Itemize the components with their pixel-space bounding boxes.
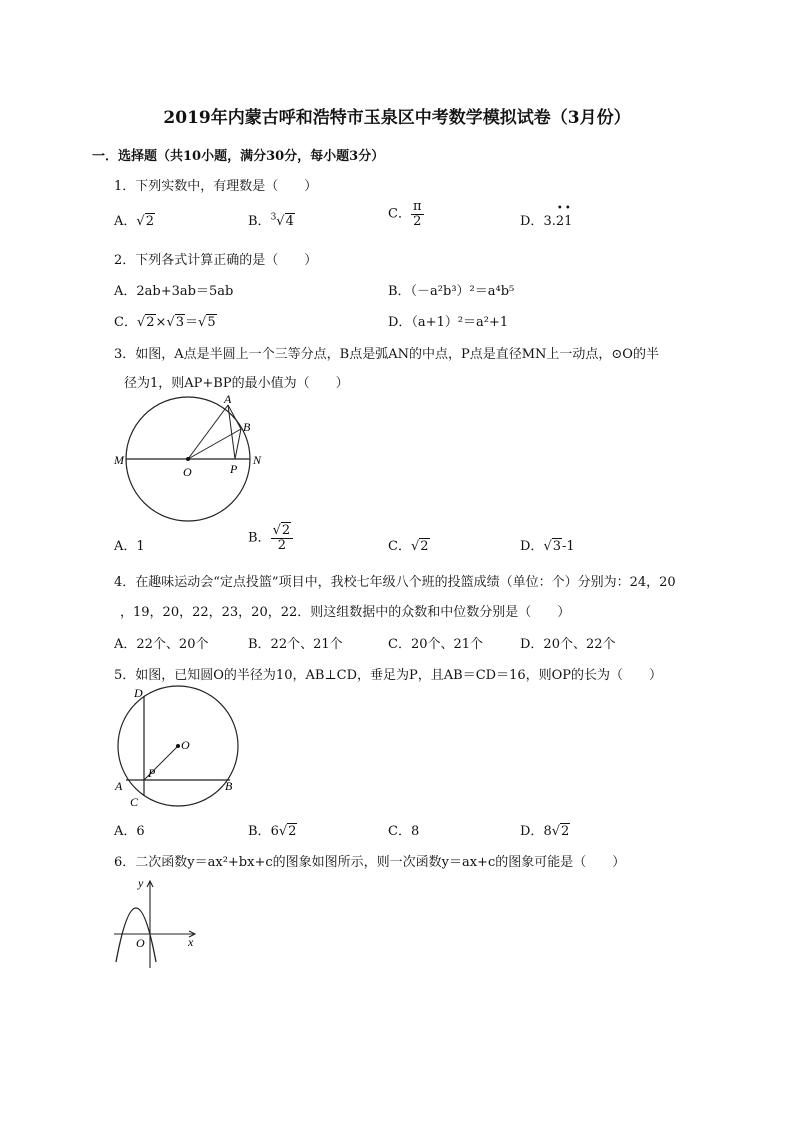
denominator: 2 [413, 213, 422, 229]
sqrt: √2 [136, 315, 155, 330]
q6-stem: 6．二次函数y＝ax²+bx+c的图象如图所示，则一次函数y＝ax+c的图象可能是（ ） [114, 855, 626, 870]
repeating-digits [555, 203, 573, 229]
exam-title: 2019年内蒙古呼和浩特市玉泉区中考数学模拟试卷（3月份） [163, 108, 631, 128]
label-n: N [253, 453, 262, 467]
label-c: C [130, 795, 139, 809]
repeat-text: 21 [555, 214, 573, 229]
section-heading: 一．选择题（共10小题，满分30分，每小题3分） [92, 149, 385, 164]
q4-stem-line1: 4．在趣味运动会“定点投篮”项目中，我校七年级八个班的投篮成绩（单位：个）分别为：24，20 [114, 575, 676, 590]
cube-root: √4 [276, 214, 294, 229]
fraction [411, 200, 424, 228]
q3-circle-figure [110, 392, 270, 527]
q3-option-d [520, 535, 575, 554]
q1-a-label: A． [114, 214, 137, 229]
sqrt: √2 [551, 824, 570, 839]
q4-option-a: A．22个、20个 [114, 637, 209, 652]
sqrt: √2 [272, 523, 291, 538]
q1-d-label: D． [520, 214, 544, 229]
radicand: 3 [552, 539, 562, 554]
q5-circle-figure [110, 684, 245, 814]
radicand: 2 [288, 824, 297, 839]
q4-option-c: C．20个、21个 [388, 637, 484, 652]
label-x: x [188, 935, 194, 949]
q5-stem: 5．如图，已知圆O的半径为10，AB⊥CD，垂足为P，且AB＝CD＝16，则OP的长为（ ） [114, 668, 663, 683]
radicand: 2 [561, 824, 570, 839]
q3-option-b [248, 524, 293, 552]
label-o: O [183, 465, 192, 479]
label-y: y [138, 876, 144, 890]
label-m: M [114, 453, 124, 467]
q4-stem-line2: ，19，20，22，23，20，22．则这组数据中的众数和中位数分别是（ ） [120, 605, 571, 620]
radicand: 2 [145, 214, 154, 229]
q2-stem: 2．下列各式计算正确的是（ ） [114, 253, 318, 268]
sqrt: √3 [543, 539, 562, 554]
q5-option-a: A．6 [114, 824, 145, 839]
label-d: D [134, 686, 143, 700]
numerator: π [412, 199, 422, 214]
q1-stem: 1．下列实数中，有理数是（ ） [114, 179, 318, 194]
q3-c-label: C． [388, 539, 411, 554]
label-a: A [115, 779, 123, 793]
radicand: 2 [146, 315, 155, 330]
segment-bp [235, 429, 241, 459]
radicand: 2 [281, 523, 291, 538]
q4-option-d: D．20个、22个 [520, 637, 616, 652]
q2-option-d: D．（a+1）²＝a²+1 [388, 315, 509, 330]
equals-sign: ＝ [185, 315, 199, 330]
label-o: O [181, 738, 190, 752]
q3-b-label: B． [248, 530, 271, 546]
q5-option-b [248, 820, 297, 839]
sqrt: √2 [278, 824, 297, 839]
repeat-dot-1: • [556, 203, 563, 214]
label-a: A [224, 392, 232, 406]
q5-option-c: C．8 [388, 824, 420, 839]
q1-option-c [388, 200, 424, 228]
q2-option-b: B．（－a²b³）²＝a⁴b⁵ [388, 284, 515, 299]
root-index: 3 [270, 212, 277, 223]
label-p: P [148, 766, 156, 780]
q3-option-a: A．1 [114, 539, 145, 554]
times-sign: × [155, 315, 167, 330]
q1-option-d [520, 203, 573, 229]
label-origin: O [136, 936, 145, 950]
q3-stem-line2: 径为1，则AP+BP的最小值为（ ） [124, 376, 349, 391]
q5-b-label: B． [248, 824, 271, 839]
label-b: B [243, 420, 251, 434]
minus-one: -1 [562, 539, 575, 554]
q1-c-label: C． [388, 206, 411, 222]
coefficient: 8 [543, 824, 552, 839]
sqrt: √2 [410, 539, 429, 554]
radicand: 4 [285, 214, 294, 229]
center-point [186, 457, 190, 461]
radicand: 2 [420, 539, 429, 554]
q5-option-d [520, 820, 570, 839]
q3-option-c [388, 535, 430, 554]
q2-option-c [114, 311, 217, 330]
q1-option-a [114, 210, 155, 229]
q3-d-label: D． [520, 539, 544, 554]
numerator [271, 524, 294, 539]
segment-ap [228, 405, 235, 459]
q4-option-b: B．22个、21个 [248, 637, 343, 652]
segment-oa [188, 405, 228, 459]
q2-c-label: C． [114, 315, 137, 330]
repeat-dot-2: • [564, 203, 571, 214]
q1-b-label: B． [248, 214, 271, 229]
radicand: 3 [175, 315, 185, 330]
label-p: P [230, 462, 238, 476]
sqrt: √3 [166, 315, 185, 330]
q3-stem-line1: 3．如图，A点是半圆上一个三等分点，B点是弧AN的中点，P点是直径MN上一动点，⊙O的半 [114, 347, 659, 362]
coefficient: 6 [270, 824, 279, 839]
decimal-part: 3. [543, 214, 556, 229]
q6-parabola-figure [108, 876, 203, 971]
label-b: B [225, 779, 233, 793]
sqrt: √5 [198, 315, 216, 330]
fraction [271, 524, 294, 552]
q5-d-label: D． [520, 824, 544, 839]
radicand: 5 [207, 315, 216, 330]
center-point [176, 744, 180, 748]
q1-option-b [248, 210, 295, 229]
sqrt: √2 [136, 214, 154, 229]
q2-option-a: A．2ab+3ab＝5ab [114, 284, 234, 299]
denominator: 2 [277, 537, 286, 553]
